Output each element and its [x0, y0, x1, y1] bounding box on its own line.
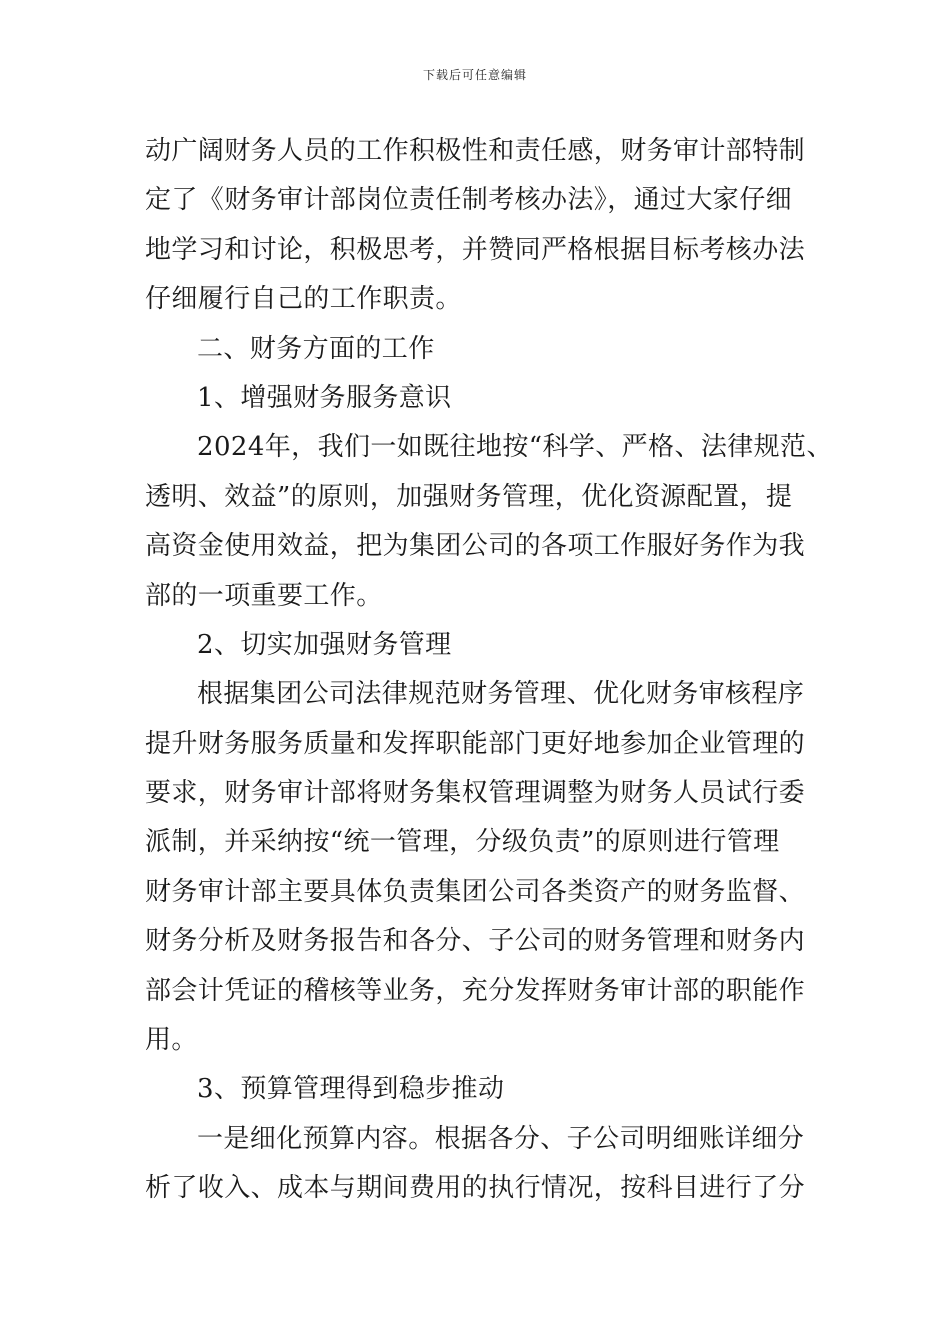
text-line: 动广阔财务人员的工作积极性和责任感，财务审计部特制 — [145, 136, 806, 166]
text-line: 根据集团公司法律规范财务管理、优化财务审核程序 — [197, 679, 805, 710]
text-line: 提升财务服务质量和发挥职能部门更好地参加企业管理的 — [145, 728, 806, 759]
text-line: 要求，财务审计部将财务集权管理调整为财务人员试行委 — [145, 778, 806, 809]
page-header: 下载后可任意编辑 — [422, 68, 527, 82]
text-line: 财务审计部主要具体负责集团公司各类资产的财务监督、 — [145, 876, 806, 907]
text-line: 定了《财务审计部岗位责任制考核办法》，通过大家仔细 — [145, 185, 793, 216]
text-line: 透明、效益”的原则，加强财务管理，优化资源配置，提 — [145, 481, 793, 512]
subsection-heading: 2、切实加强财务管理 — [197, 629, 452, 660]
text-line: 仔细履行自己的工作职责。 — [145, 284, 462, 315]
text-line: 高资金使用效益，把为集团公司的各项工作服好务作为我 — [145, 531, 806, 562]
text-line: 派制，并采纳按“统一管理，分级负责”的原则进行管理 — [145, 827, 780, 858]
text-line: 地学习和讨论，积极思考，并赞同严格根据目标考核办法 — [145, 234, 806, 265]
text-line: 部会计凭证的稽核等业务，充分发挥财务审计部的职能作 — [145, 975, 806, 1006]
subsection-heading: 1、增强财务服务意识 — [197, 382, 452, 413]
text-line: 财务分析及财务报告和各分、子公司的财务管理和财务内 — [145, 926, 806, 957]
text-line: 2024年，我们一如既往地按“科学、严格、法律规范、 — [197, 432, 833, 463]
document-body — [145, 127, 833, 1214]
text-line: 析了收入、成本与期间费用的执行情况，按科目进行了分 — [145, 1173, 806, 1204]
section-heading: 二、财务方面的工作 — [197, 333, 435, 364]
text-line: 用。 — [145, 1025, 198, 1056]
text-line: 一是细化预算内容。根据各分、子公司明细账详细分 — [197, 1123, 805, 1154]
subsection-heading: 3、预算管理得到稳步推动 — [197, 1074, 505, 1105]
text-line: 部的一项重要工作。 — [145, 580, 383, 611]
